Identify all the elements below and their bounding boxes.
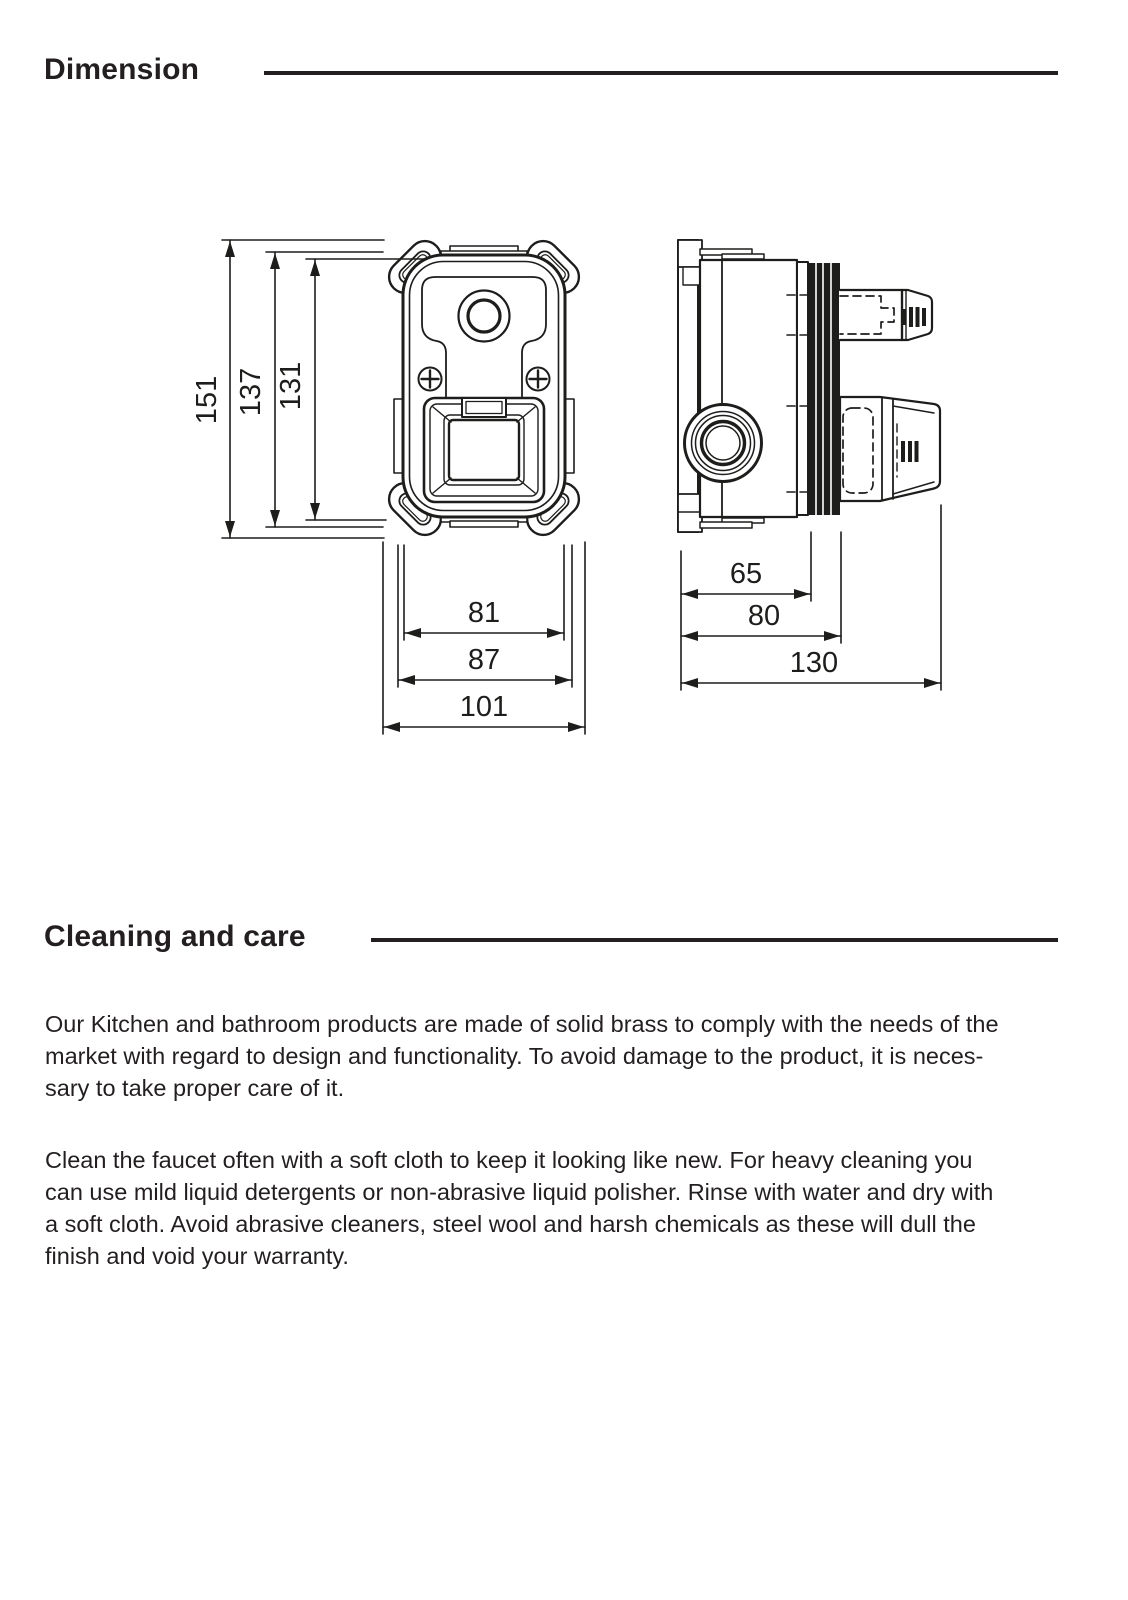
- side-body: [700, 249, 808, 528]
- care-paragraph-2-line-3: a soft cloth. Avoid abrasive cleaners, steel wool and harsh chemicals as these will dull the: [45, 1211, 976, 1237]
- side-flange: [678, 240, 702, 532]
- seal-band: [808, 263, 840, 515]
- care-paragraph-1-line-1: Our Kitchen and bathroom products are made of solid brass to comply with the needs of the: [45, 1011, 999, 1037]
- section-title-dimension: Dimension: [44, 53, 200, 86]
- section-rule-cleaning: [371, 938, 1058, 942]
- care-paragraph-2-line-4: finish and void your warranty.: [45, 1243, 349, 1269]
- care-paragraph-2-line-2: can use mild liquid detergents or non-abrasive liquid polisher. Rinse with water and dry with: [45, 1179, 994, 1205]
- front-recess: [424, 398, 544, 502]
- screw-right: [527, 368, 550, 391]
- care-paragraph-1-line-3: sary to take proper care of it.: [45, 1075, 345, 1101]
- screw-left: [419, 368, 442, 391]
- side-view: [678, 240, 940, 532]
- dim-label-depth-seal: 80: [747, 600, 781, 632]
- care-paragraph-1: [45, 1008, 1085, 1104]
- dim-label-height-body: 131: [275, 361, 307, 411]
- dim-label-depth-overall: 130: [789, 647, 839, 679]
- front-view: [382, 234, 585, 541]
- side-port: [685, 405, 762, 482]
- care-paragraph-2: [45, 1144, 1085, 1272]
- section-title-cleaning-and-care: Cleaning and care: [44, 920, 306, 953]
- dim-label-width-overall: 101: [459, 691, 509, 723]
- care-paragraph-2-line-1: Clean the faucet often with a soft cloth to keep it looking like new. For heavy cleaning you: [45, 1147, 973, 1173]
- dim-label-width-body: 81: [467, 597, 501, 629]
- dim-label-depth-body: 65: [729, 558, 763, 590]
- care-paragraph-1-line-2: market with regard to design and functionality. To avoid damage to the product, it is neces-: [45, 1043, 984, 1069]
- dim-label-height-overall: 151: [191, 375, 223, 425]
- dim-label-width-tabs: 87: [467, 644, 501, 676]
- dim-label-height-tabs: 137: [235, 367, 267, 417]
